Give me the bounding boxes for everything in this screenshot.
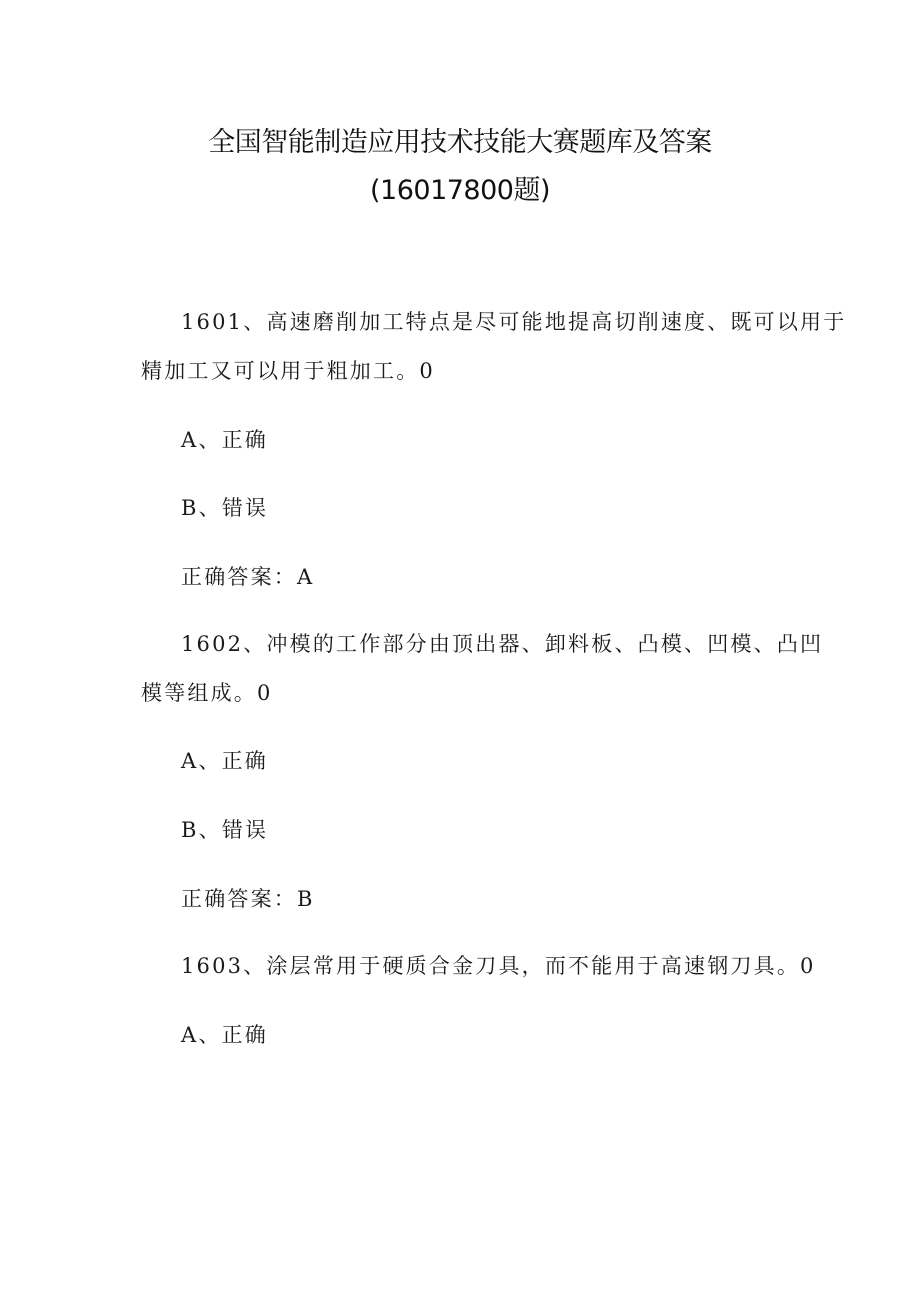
question-1601-option-b: B、错误 [181,496,269,520]
question-1602-answer: 正确答案：B [181,887,315,911]
document-subtitle: (16017800题) [370,175,550,206]
question-1602-stem: 1602、冲模的工作部分由顶出器、卸料板、凸模、凹模、凸凹 [181,632,824,656]
question-1602-option-a: A、正确 [181,749,268,773]
question-1602-stem-continued: 模等组成。0 [141,681,273,705]
question-1602-option-b: B、错误 [181,818,269,842]
question-1601-stem: 1601、高速磨削加工特点是尽可能地提高切削速度、既可以用于 [181,310,847,334]
question-1601-answer: 正确答案：A [181,565,315,589]
question-1603-option-a: A、正确 [181,1023,268,1047]
document-title: 全国智能制造应用技术技能大赛题库及答案 [208,127,712,158]
question-1601-option-a: A、正确 [181,428,268,452]
question-1601-stem-continued: 精加工又可以用于粗加工。0 [141,359,435,383]
question-1603-stem: 1603、涂层常用于硬质合金刀具，而不能用于高速钢刀具。0 [181,954,816,978]
